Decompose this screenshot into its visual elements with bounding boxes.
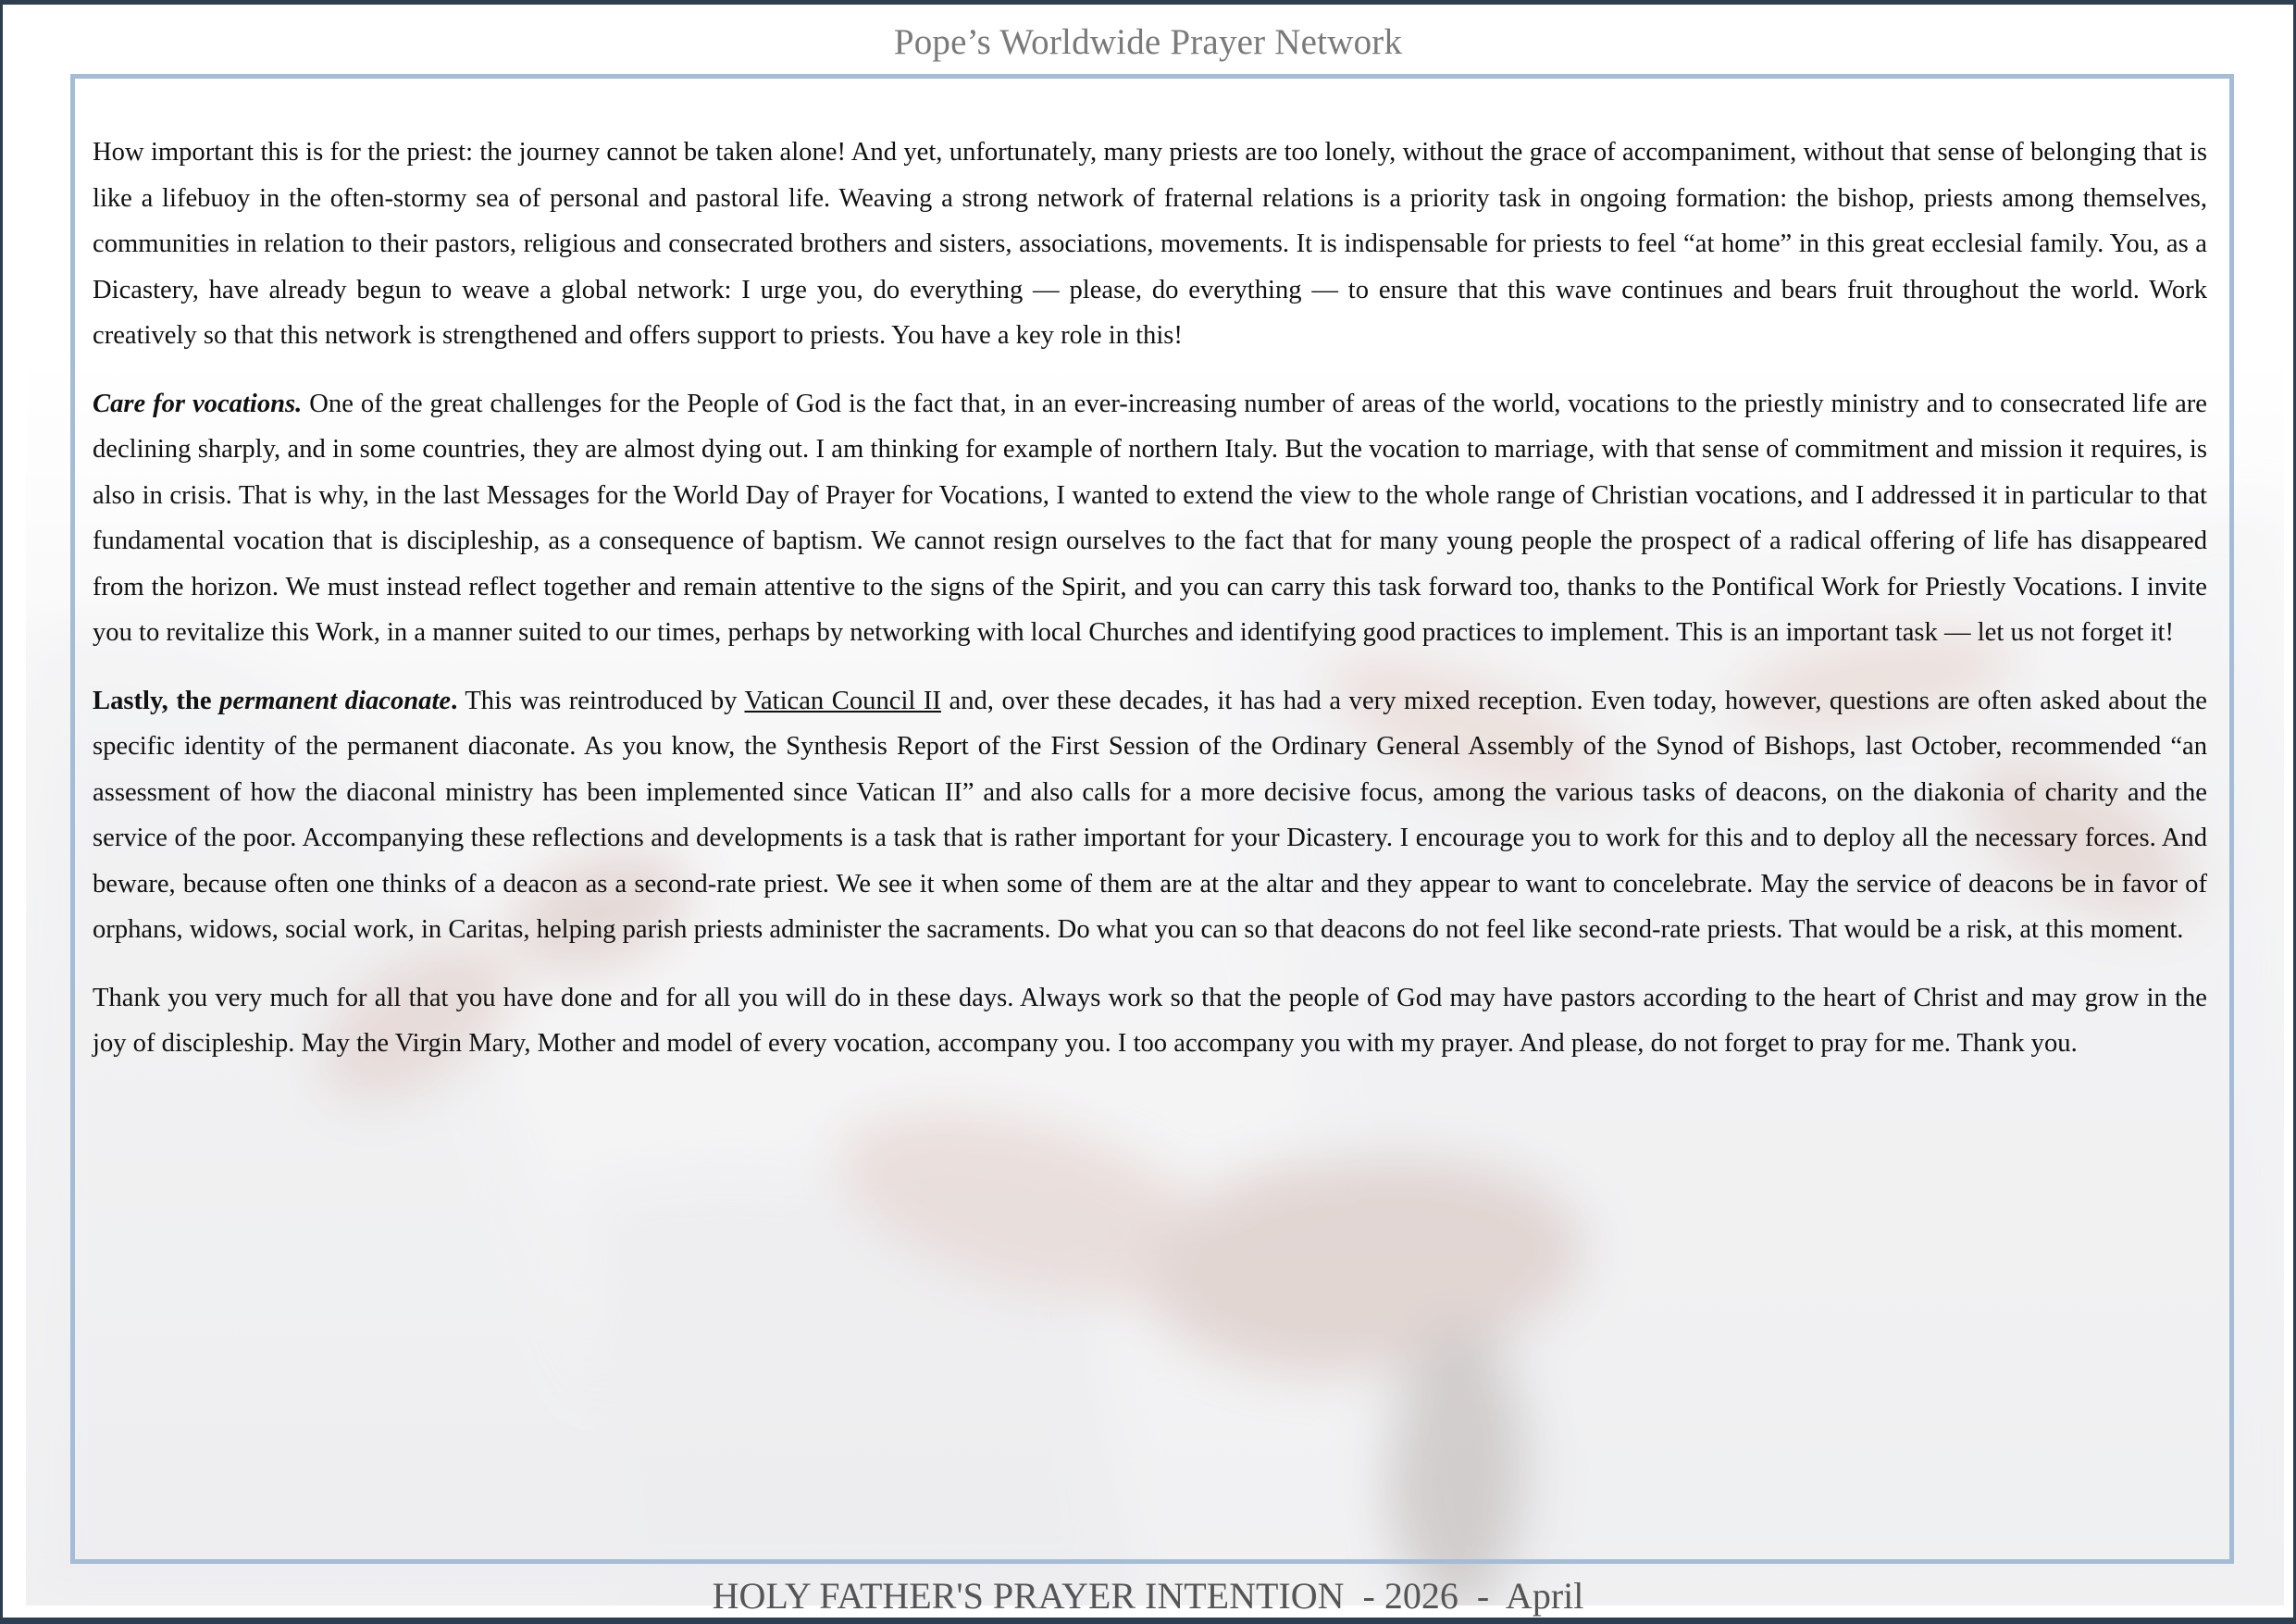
section-lead: Lastly, the — [93, 686, 220, 715]
paragraph-text: This was reintroduced by — [457, 686, 745, 715]
document-body — [93, 130, 2207, 1089]
footer-intention: HOLY FATHER'S PRAYER INTENTION - 2026 - April — [712, 1575, 1584, 1617]
vatican-council-link[interactable]: Vatican Council II — [744, 686, 941, 715]
page-title: Pope’s Worldwide Prayer Network — [893, 22, 1403, 62]
paragraph-text: One of the great challenges for the People of God is the fact that, in an ever-increasing number of areas of the world, vocations to the priestly ministry and to consecrated life are declining sharply, and in some countries, they are almost dying out. I am thinking for example of northern Italy. But the vocation to marriage, with that sense of commitment and mission it requires, is also in crisis. That is why, in the last Messages for the World Day of Prayer for Vocations, I wanted to extend the view to the whole range of Christian vocations, and I addressed it in particular to that fundamental vocation that is discipleship, as a consequence of baptism. We cannot resign ourselves to the fact that for many young people the prospect of a radical offering of life has disappeared from the horizon. We must instead reflect together and remain attentive to the signs of the Spirit, and you can carry this task forward too, thanks to the Pontifical Work for Priestly Vocations. I invite you to revitalize this Work, in a manner suited to our times, perhaps by networking with local Churches and identifying good practices to implement. This is an important task — let us not forget it! — [93, 389, 2207, 647]
paragraph-vocations — [93, 381, 2207, 656]
paragraph-diaconate — [93, 678, 2207, 953]
section-heading-vocations: Care for vocations. — [93, 389, 303, 418]
section-heading-period: . — [451, 686, 458, 715]
paragraph-text: Thank you very much for all that you have done and for all you will do in these days. Always work so that the people of God may have pastors according to the heart of Christ and may grow in the joy of discipleship. May the Virgin Mary, Mother and model of every vocation, accompany you. I too accompany you with my prayer. And please, do not forget to pray for me. Thank you. — [93, 983, 2207, 1058]
section-heading-diaconate: permanent diaconate — [219, 686, 452, 715]
paragraph-text: How important this is for the priest: the journey cannot be taken alone! And yet, unfortunately, many priests are too lonely, without the grace of accompaniment, without that sense of belonging that is like a lifebuoy in the often-stormy sea of personal and pastoral life. Weaving a strong network of fraternal relations is a priority task in ongoing formation: the bishop, priests among themselves, communities in relation to their pastors, religious and consecrated brothers and sisters, associations, movements. It is indispensable for priests to feel “at home” in this great ecclesial family. You, as a Dicastery, have already begun to weave a global network: I urge you, do everything — please, do everything — to ensure that this wave continues and bears fruit throughout the world. Work creatively so that this network is strengthened and offers support to priests. You have a key role in this! — [93, 138, 2207, 350]
paragraph-text: and, over these decades, it has had a very mixed reception. Even today, however, questions are often asked about the specific identity of the permanent diaconate. As you know, the Synthesis Report of the First Session of the Ordinary General Assembly of the Synod of Bishops, last October, recommended “an assessment of how the diaconal ministry has been implemented since Vatican II” and also calls for a more decisive focus, among the various tasks of deacons, on the diakonia of charity and the service of the poor. Accompanying these reflections and developments is a task that is rather important for your Dicastery. I encourage you to work for this and to deploy all the necessary forces. And beware, because often one thinks of a deacon as a second-rate priest. We see it when some of them are at the altar and they appear to want to concelebrate. May the service of deacons be in favor of orphans, widows, social work, in Caritas, helping parish priests administer the sacraments. Do what you can so that deacons do not feel like second-rate priests. That would be a risk, at this moment. — [93, 686, 2207, 944]
paragraph-accompaniment — [93, 130, 2207, 359]
paragraph-closing — [93, 975, 2207, 1067]
